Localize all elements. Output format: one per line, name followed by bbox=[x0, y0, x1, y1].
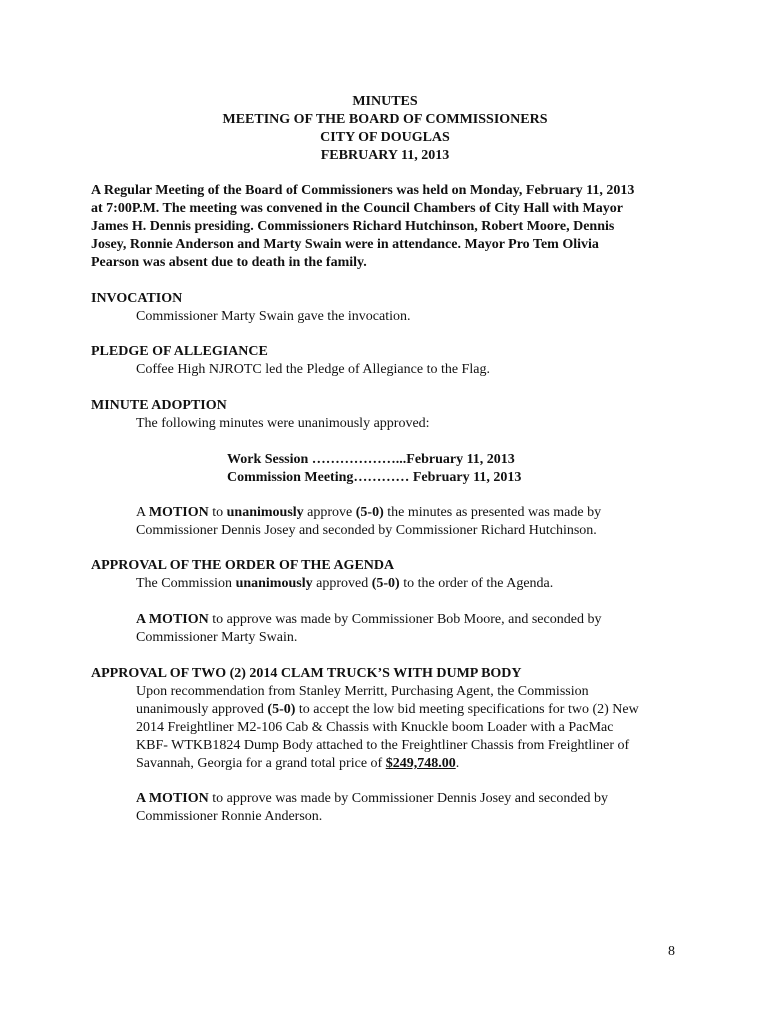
trucks-line: Upon recommendation from Stanley Merritt, Purchasing Agent, the Commission bbox=[136, 684, 589, 699]
motion-text: to approve was made by Commissioner Dennis Josey and seconded by bbox=[208, 791, 609, 806]
agenda-text bbox=[136, 575, 676, 593]
minute-adoption-text: The following minutes were unanimously approved: bbox=[136, 416, 430, 431]
minutes-schedule bbox=[227, 451, 521, 487]
trucks-line: 2014 Freightliner M2-106 Cab & Chassis with Knuckle boom Loader with a PacMac bbox=[136, 720, 614, 735]
intro-line: James H. Dennis presiding. Commissioners Richard Hutchinson, Robert Moore, Dennis bbox=[91, 219, 615, 234]
motion-line bbox=[136, 790, 676, 808]
section-title-agenda: APPROVAL OF THE ORDER OF THE AGENDA bbox=[91, 558, 395, 573]
intro-line: Pearson was absent due to death in the family. bbox=[91, 255, 367, 270]
intro-line: A Regular Meeting of the Board of Commissioners was held on Monday, February 11, 2013 bbox=[91, 183, 635, 198]
agenda-text-part: approved bbox=[312, 576, 372, 591]
motion-line bbox=[136, 611, 676, 629]
trucks-text-part: to accept the low bid meeting specifications for two (2) New bbox=[295, 702, 639, 717]
motion-text: to approve was made by Commissioner Bob Moore, and seconded by bbox=[208, 612, 602, 627]
motion-text: approve bbox=[303, 505, 356, 520]
schedule-item-work-session: Work Session ………………...February 11, 2013 bbox=[227, 452, 515, 467]
motion-text: A bbox=[136, 505, 149, 520]
agenda-text-part: The Commission bbox=[136, 576, 236, 591]
motion-keyword: MOTION bbox=[148, 505, 209, 520]
section-title-invocation: INVOCATION bbox=[91, 291, 183, 306]
header-city: CITY OF DOUGLAS bbox=[320, 130, 450, 145]
section-title-trucks: APPROVAL OF TWO (2) 2014 CLAM TRUCK’S WITH DUMP BODY bbox=[91, 666, 522, 681]
header-date: FEBRUARY 11, 2013 bbox=[320, 148, 450, 163]
schedule-item-commission-meeting: Commission Meeting………… February 11, 2013 bbox=[227, 470, 522, 485]
trucks-line bbox=[136, 701, 676, 719]
intro-line: Josey, Ronnie Anderson and Marty Swain were in attendance. Mayor Pro Tem Olivia bbox=[91, 237, 599, 252]
motion-line bbox=[136, 504, 676, 522]
trucks-text-part: Savannah, Georgia for a grand total price of bbox=[136, 756, 386, 771]
minute-adoption-motion bbox=[136, 504, 676, 540]
header-title: MINUTES bbox=[352, 94, 418, 109]
trucks-text-part: . bbox=[455, 756, 460, 771]
invocation-text: Commissioner Marty Swain gave the invocation. bbox=[136, 309, 411, 324]
motion-line: Commissioner Marty Swain. bbox=[136, 630, 298, 645]
agenda-unanimously: unanimously bbox=[235, 576, 313, 591]
motion-text: the minutes as presented was made by bbox=[383, 505, 602, 520]
motion-keyword: A MOTION bbox=[136, 791, 209, 806]
total-price: $249,748.00 bbox=[385, 756, 456, 771]
trucks-vote: (5-0) bbox=[267, 702, 296, 717]
motion-line: Commissioner Ronnie Anderson. bbox=[136, 809, 323, 824]
agenda-text-part: to the order of the Agenda. bbox=[399, 576, 554, 591]
trucks-paragraph bbox=[136, 683, 676, 773]
motion-keyword: A MOTION bbox=[136, 612, 209, 627]
section-title-minute-adoption: MINUTE ADOPTION bbox=[91, 398, 227, 413]
intro-paragraph bbox=[91, 182, 691, 272]
motion-line: Commissioner Dennis Josey and seconded by Commissioner Richard Hutchinson. bbox=[136, 523, 597, 538]
section-title-pledge: PLEDGE OF ALLEGIANCE bbox=[91, 344, 268, 359]
agenda-motion bbox=[136, 611, 676, 647]
agenda-vote: (5-0) bbox=[371, 576, 400, 591]
document-header bbox=[0, 93, 770, 165]
trucks-text-part: unanimously approved bbox=[136, 702, 268, 717]
pledge-text: Coffee High NJROTC led the Pledge of Allegiance to the Flag. bbox=[136, 362, 490, 377]
page-number: 8 bbox=[668, 944, 675, 959]
trucks-line bbox=[136, 755, 676, 773]
trucks-line: KBF- WTKB1824 Dump Body attached to the Freightliner Chassis from Freightliner of bbox=[136, 738, 630, 753]
intro-line: at 7:00P.M. The meeting was convened in the Council Chambers of City Hall with Mayor bbox=[91, 201, 623, 216]
header-meeting: MEETING OF THE BOARD OF COMMISSIONERS bbox=[222, 112, 548, 127]
trucks-motion bbox=[136, 790, 676, 826]
motion-vote: (5-0) bbox=[355, 505, 384, 520]
motion-unanimously: unanimously bbox=[226, 505, 304, 520]
motion-text: to bbox=[208, 505, 227, 520]
